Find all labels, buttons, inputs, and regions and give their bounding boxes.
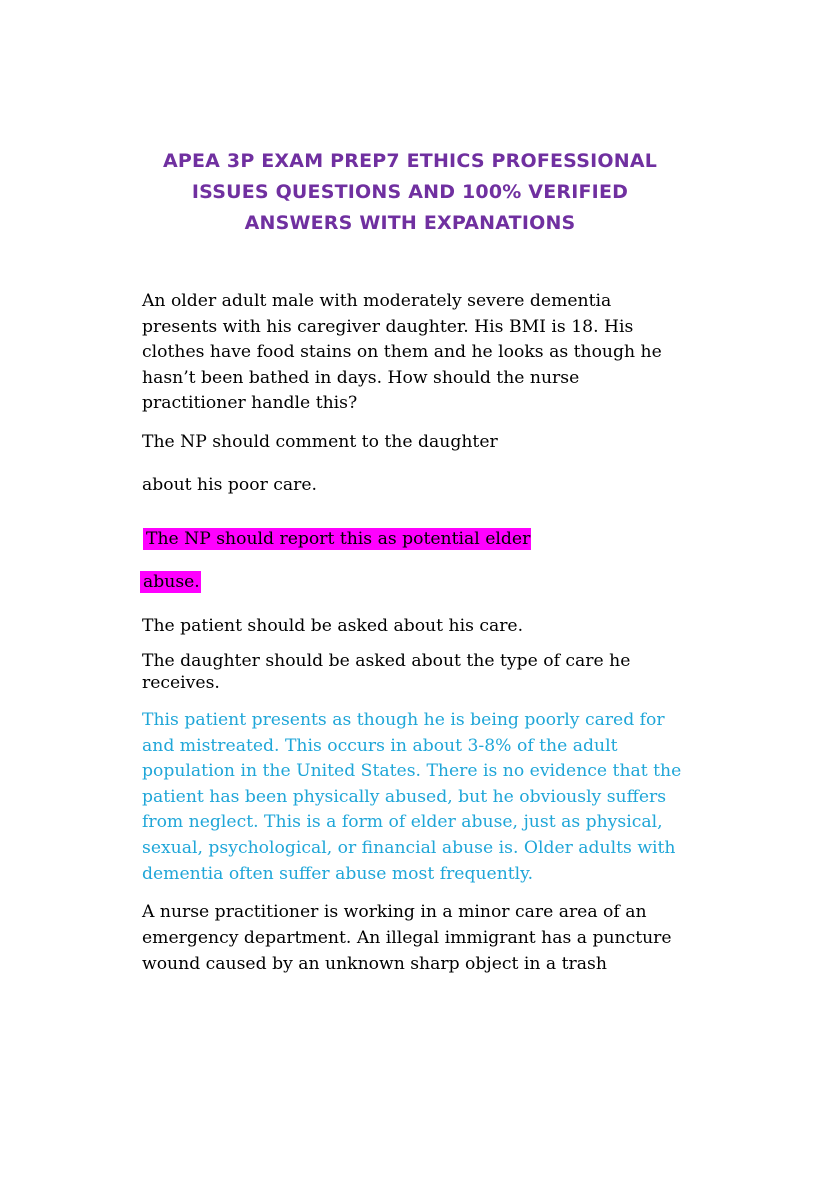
question-line: An older adult male with moderately severe dementia	[142, 291, 612, 311]
question-line: clothes have food stains on them and he looks as though he	[142, 342, 662, 363]
answer-explanation	[142, 708, 722, 887]
explanation-line: This patient presents as though he is being poorly cared for	[142, 710, 665, 730]
option-c: The patient should be asked about his care.	[142, 616, 524, 636]
question-line: practitioner handle this?	[142, 393, 358, 414]
title-line: APEA 3P EXAM PREP7 ETHICS PROFESSIONAL	[162, 150, 658, 172]
title-line: ANSWERS WITH EXPANATIONS	[244, 212, 576, 234]
correct-answer-line-2	[140, 570, 201, 594]
correct-answer-line-1	[143, 527, 531, 551]
option-d	[142, 650, 702, 694]
explanation-line: dementia often suffer abuse most frequently.	[142, 863, 534, 884]
explanation-line: from neglect. This is a form of elder abuse, just as physical,	[142, 812, 663, 833]
option-a-line-1: The NP should comment to the daughter	[142, 432, 498, 452]
correct-answer-highlight: abuse.	[140, 571, 201, 593]
question-2-stem	[142, 899, 722, 977]
option-d-line: The daughter should be asked about the type of care he	[142, 651, 631, 671]
option-a-line-2: about his poor care.	[142, 475, 317, 495]
question-line: emergency department. An illegal immigrant has a puncture	[142, 928, 672, 948]
document-title	[120, 146, 700, 239]
correct-answer-highlight: The NP should report this as potential elder	[143, 528, 531, 550]
question-line: presents with his caregiver daughter. His BMI is 18. His	[142, 316, 634, 337]
explanation-line: patient has been physically abused, but he obviously suffers	[142, 786, 667, 807]
explanation-line: sexual, psychological, or financial abuse is. Older adults with	[142, 837, 676, 858]
option-d-line: receives.	[142, 673, 220, 693]
question-line: A nurse practitioner is working in a minor care area of an	[142, 902, 647, 922]
explanation-line: population in the United States. There is no evidence that the	[142, 761, 682, 782]
question-line: hasn’t been bathed in days. How should the nurse	[142, 367, 580, 388]
question-1-stem	[142, 289, 702, 417]
explanation-line: and mistreated. This occurs in about 3-8% of the adult	[142, 735, 618, 756]
title-line: ISSUES QUESTIONS AND 100% VERIFIED	[191, 181, 629, 203]
question-line: wound caused by an unknown sharp object in a trash	[142, 954, 607, 974]
